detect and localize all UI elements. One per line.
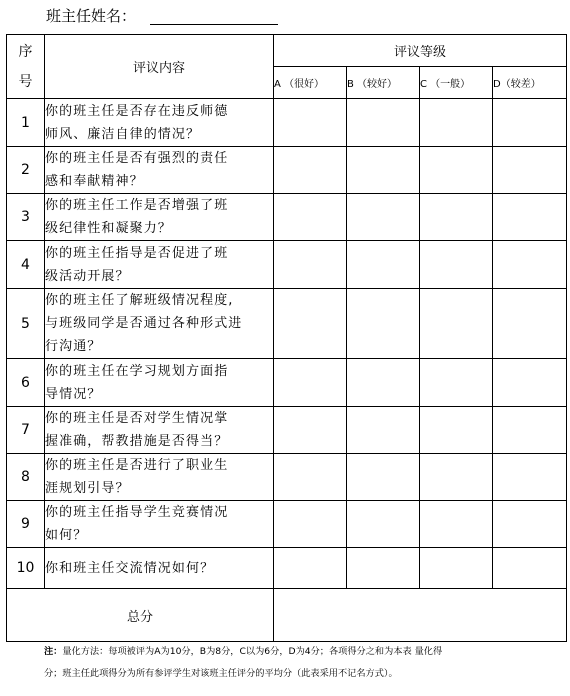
grade-b-cell[interactable] xyxy=(347,289,420,359)
table-row xyxy=(7,147,567,194)
table-row xyxy=(7,289,567,359)
evaluation-table xyxy=(6,34,567,642)
row-number: 2 xyxy=(7,147,45,194)
row-question: 你的班主任指导学生竞赛情况 如何？ xyxy=(45,501,274,548)
grade-a-cell[interactable] xyxy=(274,99,347,147)
teacher-name-field[interactable] xyxy=(150,6,278,25)
table-row xyxy=(7,359,567,407)
row-question: 你的班主任是否对学生情况掌 握准确，帮教措施是否得当？ xyxy=(45,407,274,454)
row-question: 你的班主任指导是否促进了班 级活动开展？ xyxy=(45,241,274,289)
grade-a-cell[interactable] xyxy=(274,194,347,241)
table-row xyxy=(7,99,567,147)
grade-c-cell[interactable] xyxy=(420,359,493,407)
grade-a-cell[interactable] xyxy=(274,548,347,589)
grade-a-cell[interactable] xyxy=(274,501,347,548)
table-row xyxy=(7,548,567,589)
grade-c-cell[interactable] xyxy=(420,147,493,194)
row-question: 你的班主任了解班级情况程度, 与班级同学是否通过各种形式进 行沟通？ xyxy=(45,289,274,359)
grade-b-cell[interactable] xyxy=(347,99,420,147)
seq-header: 序 号 xyxy=(7,35,45,99)
grade-header: 评议等级 xyxy=(274,35,567,67)
total-row xyxy=(7,589,567,642)
grade-d-cell[interactable] xyxy=(493,289,567,359)
grade-c-cell[interactable] xyxy=(420,501,493,548)
grade-c-cell[interactable] xyxy=(420,407,493,454)
total-label: 总分 xyxy=(7,589,274,642)
row-number: 6 xyxy=(7,359,45,407)
row-number: 5 xyxy=(7,289,45,359)
grade-c-header: C （一般） xyxy=(420,67,493,99)
grade-d-cell[interactable] xyxy=(493,359,567,407)
table-row xyxy=(7,194,567,241)
row-number: 4 xyxy=(7,241,45,289)
grade-c-cell[interactable] xyxy=(420,99,493,147)
grade-b-cell[interactable] xyxy=(347,548,420,589)
grade-c-cell[interactable] xyxy=(420,289,493,359)
grade-c-cell[interactable] xyxy=(420,194,493,241)
row-number: 7 xyxy=(7,407,45,454)
grade-a-cell[interactable] xyxy=(274,289,347,359)
row-number: 1 xyxy=(7,99,45,147)
row-question: 你的班主任是否存在违反师德 师风、廉洁自律的情况？ xyxy=(45,99,274,147)
grade-d-cell[interactable] xyxy=(493,407,567,454)
row-number: 3 xyxy=(7,194,45,241)
notes-line-2: 分；班主任此项得分为所有参评学生对该班主任评分的平均分（此表采用不记名方式）。 xyxy=(44,668,398,679)
row-question: 你的班主任是否进行了职业生 涯规划引导？ xyxy=(45,454,274,501)
notes-line-1: 注：量化方法：每项被评为A为10分，B为8分，C以为6分，D为4分；各项得分之和为本表 量化得 xyxy=(44,646,443,657)
grade-b-header: B （较好） xyxy=(347,67,420,99)
grade-a-cell[interactable] xyxy=(274,359,347,407)
grade-d-cell[interactable] xyxy=(493,501,567,548)
notes-tag: 注： xyxy=(44,646,63,657)
total-score-cell[interactable] xyxy=(274,589,567,642)
row-question: 你和班主任交流情况如何？ xyxy=(45,548,274,589)
grade-b-cell[interactable] xyxy=(347,147,420,194)
grade-d-cell[interactable] xyxy=(493,241,567,289)
grade-a-header: A （很好） xyxy=(274,67,347,99)
grade-b-cell[interactable] xyxy=(347,359,420,407)
table-row xyxy=(7,241,567,289)
row-question: 你的班主任在学习规划方面指 导情况？ xyxy=(45,359,274,407)
row-number: 9 xyxy=(7,501,45,548)
grade-c-cell[interactable] xyxy=(420,548,493,589)
grade-d-cell[interactable] xyxy=(493,548,567,589)
notes xyxy=(44,641,566,685)
teacher-name-header xyxy=(46,2,278,28)
grade-b-cell[interactable] xyxy=(347,454,420,501)
grade-d-header: D（较差） xyxy=(493,67,567,99)
teacher-name-label: 班主任姓名： xyxy=(46,6,137,25)
grade-b-cell[interactable] xyxy=(347,407,420,454)
content-header: 评议内容 xyxy=(45,35,274,99)
grade-a-cell[interactable] xyxy=(274,241,347,289)
row-question: 你的班主任工作是否增强了班 级纪律性和凝聚力？ xyxy=(45,194,274,241)
row-number: 8 xyxy=(7,454,45,501)
table-row xyxy=(7,454,567,501)
grade-b-cell[interactable] xyxy=(347,241,420,289)
grade-c-cell[interactable] xyxy=(420,454,493,501)
row-number: 10 xyxy=(7,548,45,589)
grade-d-cell[interactable] xyxy=(493,454,567,501)
grade-c-cell[interactable] xyxy=(420,241,493,289)
row-question: 你的班主任是否有强烈的责任 感和奉献精神？ xyxy=(45,147,274,194)
table-row xyxy=(7,407,567,454)
grade-d-cell[interactable] xyxy=(493,147,567,194)
table-row xyxy=(7,501,567,548)
grade-a-cell[interactable] xyxy=(274,407,347,454)
grade-a-cell[interactable] xyxy=(274,147,347,194)
grade-d-cell[interactable] xyxy=(493,194,567,241)
grade-b-cell[interactable] xyxy=(347,194,420,241)
grade-d-cell[interactable] xyxy=(493,99,567,147)
grade-a-cell[interactable] xyxy=(274,454,347,501)
grade-b-cell[interactable] xyxy=(347,501,420,548)
